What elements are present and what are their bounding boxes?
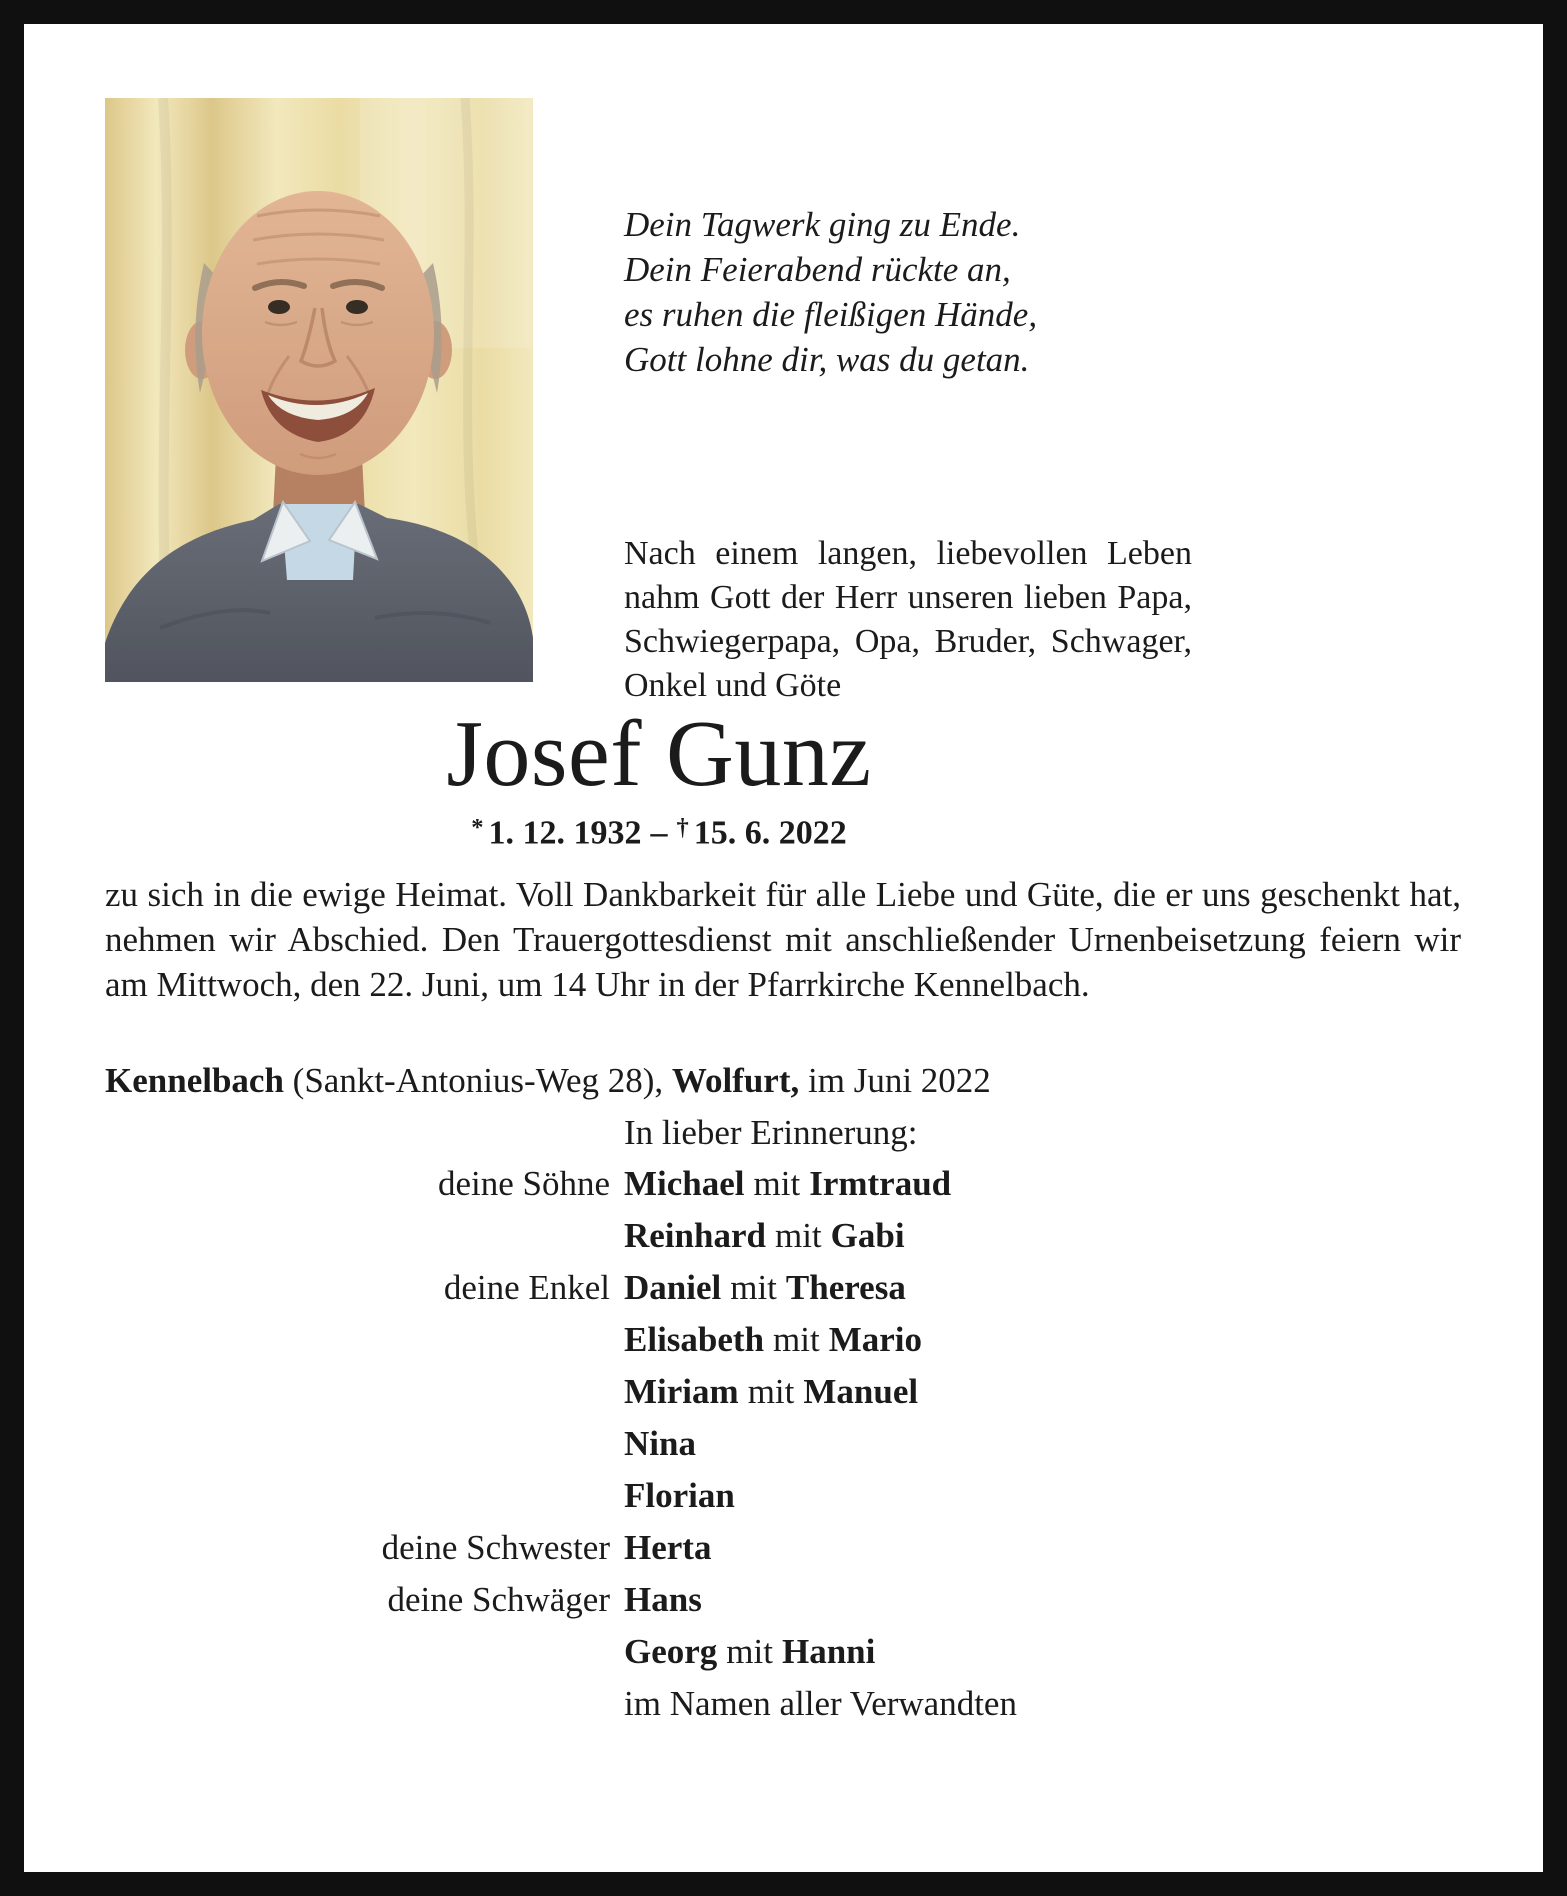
remembrance-relation — [105, 1366, 610, 1418]
remembrance-names — [624, 1158, 1495, 1210]
date-separator: – — [650, 814, 668, 852]
birth-symbol: * — [471, 814, 484, 841]
family-name: Florian — [624, 1476, 735, 1515]
remembrance-relation — [105, 1626, 610, 1678]
life-dates — [84, 814, 1234, 852]
remembrance-relation — [105, 1678, 610, 1730]
memorial-poem — [624, 202, 1037, 382]
family-name: Manuel — [803, 1372, 919, 1411]
location-wolfurt: Wolfurt, — [671, 1061, 800, 1100]
remembrance-relation: deine Schwester — [381, 1528, 610, 1567]
family-name: Gabi — [830, 1216, 905, 1255]
intro-text: Nach einem langen, liebevollen Leben nahm Gott der Herr unseren lieben Papa, Schwiegerpapa, Opa, Bruder, Schwager, Onkel und Göte — [624, 535, 1192, 704]
death-symbol: † — [676, 814, 689, 841]
portrait-photo — [105, 98, 533, 682]
family-name: Theresa — [785, 1268, 906, 1307]
remembrance-relation — [105, 1210, 610, 1262]
family-name: Reinhard — [624, 1216, 766, 1255]
remembrance-names — [624, 1366, 1495, 1418]
remembrance-names — [624, 1262, 1495, 1314]
remembrance-names — [624, 1574, 1495, 1626]
location-kennelbach: Kennelbach — [105, 1061, 284, 1100]
poem-line: Dein Tagwerk ging zu Ende. — [624, 205, 1021, 244]
poem-line: Gott lohne dir, was du getan. — [624, 340, 1030, 379]
remembrance-relation — [105, 1314, 610, 1366]
connector-word: mit — [753, 1164, 801, 1203]
connector-word: mit — [773, 1320, 820, 1359]
remembrance-relation — [105, 1470, 610, 1522]
connector-word: mit — [730, 1268, 777, 1307]
family-name: Michael — [624, 1164, 745, 1203]
remembrance-names — [624, 1470, 1495, 1522]
family-name: Georg — [624, 1632, 718, 1671]
poem-line: Dein Feierabend rückte an, — [624, 250, 1011, 289]
remembrance-names — [624, 1418, 1495, 1470]
family-name: Nina — [624, 1424, 696, 1463]
remembrance-names — [624, 1314, 1495, 1366]
remembrance-names — [624, 1210, 1495, 1262]
deceased-name: Josef Gunz — [446, 702, 872, 806]
remembrance-names — [624, 1626, 1495, 1678]
family-name: Elisabeth — [624, 1320, 765, 1359]
birth-date: 1. 12. 1932 — [488, 814, 642, 852]
connector-word: mit — [726, 1632, 773, 1671]
family-name: Mario — [828, 1320, 923, 1359]
death-date: 15. 6. 2022 — [693, 814, 847, 852]
location-line — [105, 1058, 991, 1103]
remembrance-list — [105, 1158, 1495, 1730]
remembrance-relation: deine Schwäger — [387, 1580, 610, 1619]
remembrance-relation: deine Söhne — [437, 1164, 610, 1203]
deceased-block — [84, 702, 1234, 852]
remembrance-heading: In lieber Erinnerung: — [624, 1113, 918, 1152]
remembrance-relation — [105, 1418, 610, 1470]
connector-word: mit — [747, 1372, 795, 1411]
family-name: Daniel — [624, 1268, 722, 1307]
location-address: (Sankt-Antonius-Weg 28), — [283, 1061, 672, 1100]
family-name: Hanni — [781, 1632, 876, 1671]
family-name: Hans — [624, 1580, 702, 1619]
announcement-text: zu sich in die ewige Heimat. Voll Dankbarkeit für alle Liebe und Güte, die er uns geschenkt hat, nehmen wir Abschied. Den Trauergottesdienst mit anschließender Urnenbeisetzung feiern wir am Mittwoch, den 22. Juni, um 14 Uhr in der Pfarrkirche Kennelbach. — [105, 875, 1461, 1004]
family-name: Herta — [624, 1528, 712, 1567]
connector-word: mit — [774, 1216, 822, 1255]
photo-tint — [105, 98, 533, 682]
remembrance-closing: im Namen aller Verwandten — [624, 1684, 1017, 1723]
remembrance-relation: deine Enkel — [443, 1268, 610, 1307]
family-name: Miriam — [624, 1372, 739, 1411]
location-date: im Juni 2022 — [799, 1061, 991, 1100]
family-name: Irmtraud — [809, 1164, 952, 1203]
remembrance-names — [624, 1522, 1495, 1574]
poem-line: es ruhen die fleißigen Hände, — [624, 295, 1038, 334]
